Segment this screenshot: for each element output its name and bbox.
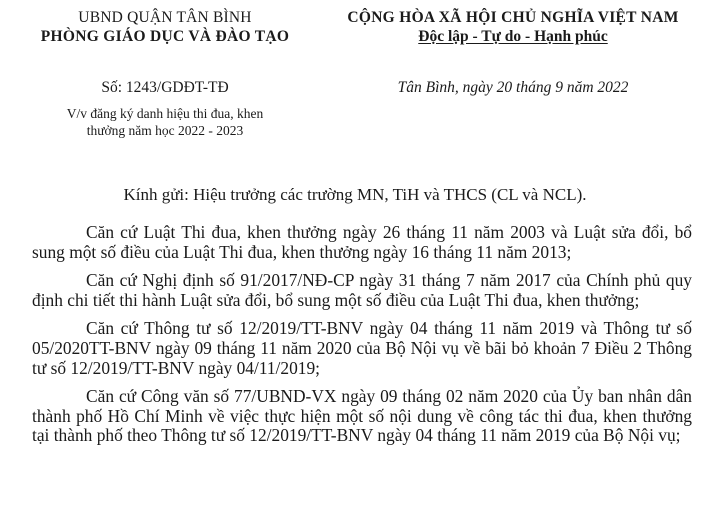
recipient-line: Kính gửi: Hiệu trưởng các trường MN, TiH và THCS (CL và NCL). [123, 185, 587, 204]
document-number: Số: 1243/GDĐT-TĐ [101, 79, 229, 96]
document-date: Tân Bình, ngày 20 tháng 9 năm 2022 [397, 79, 629, 96]
body-paragraph-2: Căn cứ Nghị định số 91/2017/NĐ-CP ngày 31 tháng 7 năm 2017 của Chính phủ quy định chi tiết thi hành Luật sửa đổi, bổ sung một số điều của Luật Thi đua, khen thưởng; [32, 270, 692, 310]
nation-motto: Độc lập - Tự do - Hạnh phúc [418, 28, 608, 45]
national-header [318, 8, 708, 46]
document-subject [20, 105, 310, 139]
subject-line-2: thưởng năm học 2022 - 2023 [86, 123, 244, 138]
body-paragraph-1: Căn cứ Luật Thi đua, khen thưởng ngày 26 tháng 11 năm 2003 và Luật sửa đổi, bổ sung một số điều của Luật Thi đua, khen thưởng ngày 16 tháng 11 năm 2013; [32, 222, 692, 262]
nation-title: CỘNG HÒA XÃ HỘI CHỦ NGHĨA VIỆT NAM [347, 9, 679, 26]
document-body [32, 223, 692, 455]
body-paragraph-3: Căn cứ Thông tư số 12/2019/TT-BNV ngày 04 tháng 11 năm 2019 và Thông tư số 05/2020TT-BNV ngày 09 tháng 11 năm 2020 của Bộ Nội vụ về bãi bỏ khoản 7 Điều 2 Thông tư số 12/2019/TT-BNV ngày 04/11/2019; [32, 318, 692, 378]
issuing-organization [20, 8, 310, 46]
subject-line-1: V/v đăng ký danh hiệu thi đua, khen [66, 106, 264, 121]
body-paragraph-4: Căn cứ Công văn số 77/UBND-VX ngày 09 tháng 02 năm 2020 của Ủy ban nhân dân thành phố Hồ Chí Minh về việc thực hiện một số nội dung về công tác thi đua, khen thưởng tại thành phố theo Thông tư số 12/2019/TT-BNV ngày 04 tháng 11 năm 2019 của Bộ Nội vụ; [32, 386, 692, 446]
org-name: PHÒNG GIÁO DỤC VÀ ĐÀO TẠO [40, 28, 290, 45]
org-parent-name: UBND QUẬN TÂN BÌNH [78, 9, 252, 26]
